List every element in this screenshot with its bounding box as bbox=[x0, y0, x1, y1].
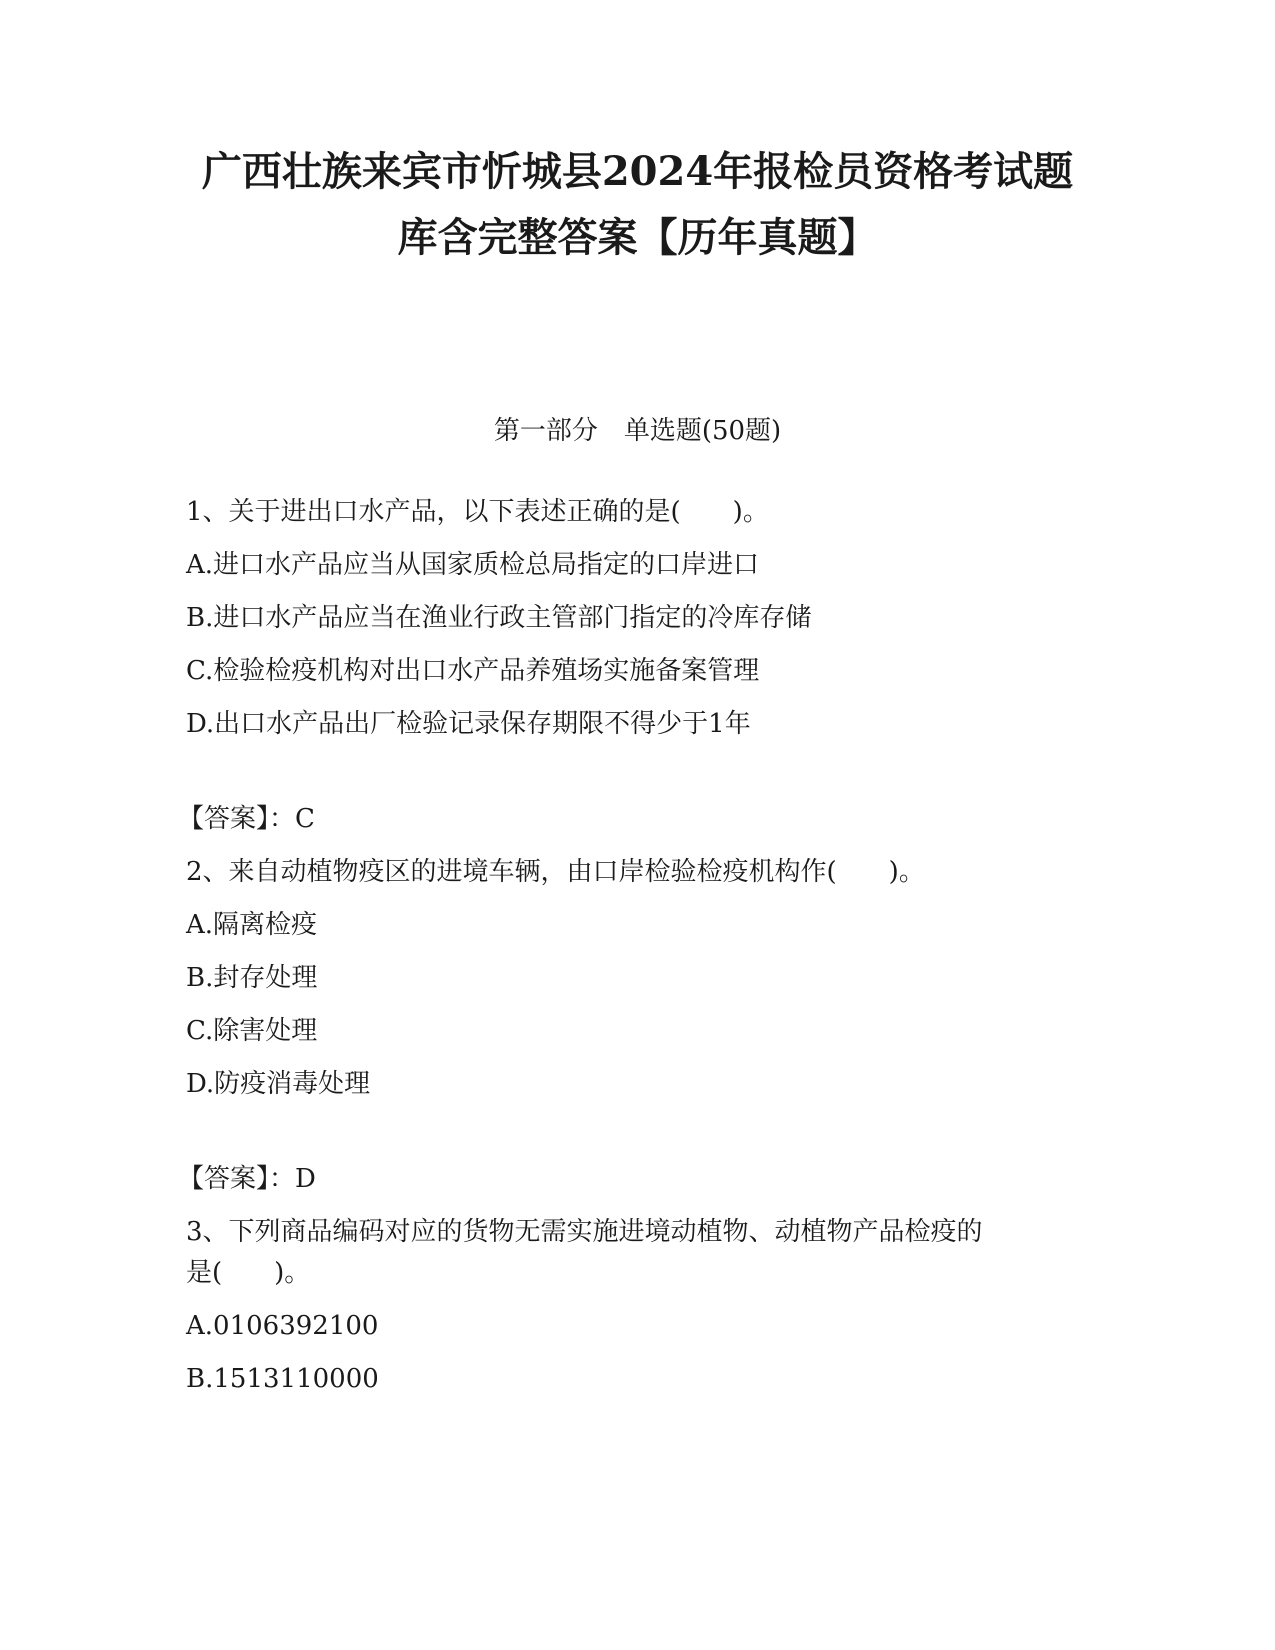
question-3-option-a: A.0106392100 bbox=[186, 1311, 379, 1341]
question-3-stem-line-2: 是( )。 bbox=[186, 1258, 311, 1288]
question-1-option-b: B.进口水产品应当在渔业行政主管部门指定的冷库存储 bbox=[186, 603, 812, 633]
question-2-option-b: B.封存处理 bbox=[186, 963, 318, 993]
question-2-option-c: C.除害处理 bbox=[186, 1016, 318, 1046]
question-1-option-d: D.出口水产品出厂检验记录保存期限不得少于1年 bbox=[186, 709, 751, 739]
document-title-line-2: 库含完整答案【历年真题】 bbox=[397, 214, 878, 261]
question-1-answer: 【答案】：C bbox=[178, 804, 315, 834]
question-2-option-d: D.防疫消毒处理 bbox=[186, 1069, 371, 1099]
section-heading: 第一部分 单选题(50题) bbox=[493, 416, 782, 446]
question-1-option-c: C.检验检疫机构对出口水产品养殖场实施备案管理 bbox=[186, 656, 760, 686]
question-2-option-a: A.隔离检疫 bbox=[186, 910, 318, 940]
document-title-line-1: 广西壮族来宾市忻城县2024年报检员资格考试题 bbox=[201, 148, 1074, 195]
question-1-stem: 1、关于进出口水产品，以下表述正确的是( )。 bbox=[186, 497, 769, 527]
question-3-option-b: B.1513110000 bbox=[186, 1364, 379, 1394]
question-3-stem-line-1: 3、下列商品编码对应的货物无需实施进境动植物、动植物产品检疫的 bbox=[186, 1217, 983, 1247]
question-1-option-a: A.进口水产品应当从国家质检总局指定的口岸进口 bbox=[186, 550, 760, 580]
question-2-answer: 【答案】：D bbox=[178, 1164, 316, 1194]
question-2-stem: 2、来自动植物疫区的进境车辆，由口岸检验检疫机构作( )。 bbox=[186, 857, 925, 887]
